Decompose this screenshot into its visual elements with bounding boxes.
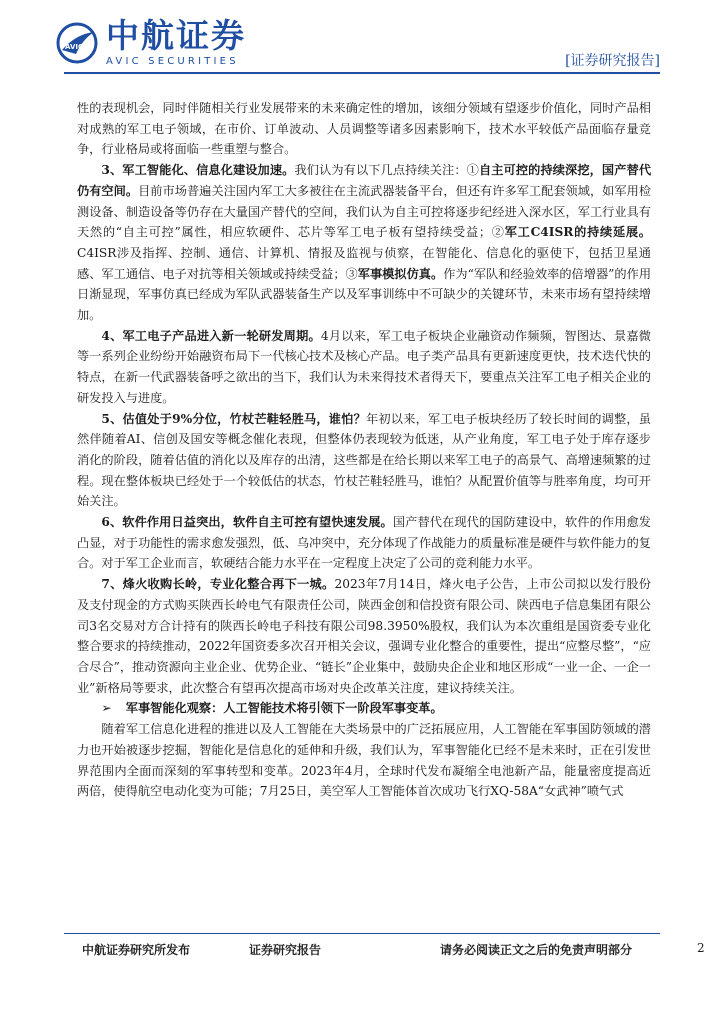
paragraph-item-4 xyxy=(77,326,651,409)
paragraph-continued: 性的表现机会，同时伴随相关行业发展带来的未来确定性的增加，该细分领域有望逐步价值化，同时产品相对成熟的军工电子领域，在市价、订单波动、人员调整等诸多因素影响下，技术水平较低产品面临存量竞争，行业格局或将面临一些重塑与整合。 xyxy=(77,101,651,157)
paragraph-item-7 xyxy=(77,574,651,698)
footer-disclaimer-note: 请务必阅读正文之后的免责声明部分 xyxy=(440,943,633,957)
section-heading-military-ai xyxy=(77,698,651,719)
item-3-point-1: 自主可控的持续深挖，国产替代仍有空间。 xyxy=(77,163,652,198)
section-heading-text: 军事智能化观察：人工智能技术将引领下一阶段军事变革。 xyxy=(125,701,443,716)
item-4-heading: 4、军工电子产品进入新一轮研发周期。 xyxy=(101,328,321,343)
item-6-heading: 6、软件作用日益突出，软件自主可控有望快速发展。 xyxy=(101,515,393,530)
paragraph-item-3 xyxy=(77,160,651,326)
item-7-text: 2023年7月14日，烽火电子公告，上市公司拟以发行股份及支付现金的方式购买陕西长岭电气有限责任公司，陕西金创和信投资有限公司、陕西电子信息集团有限公司3名交易对方合计持有的陕西长岭电子科技有限公司98.3950%股权，我们认为本次重组是国资委专业化整合要求的持续推动，2022年国资委多次召开相关会议，强调专业化整合的重要性，提出“应整尽整”，“应合尽合”，推动资源向主业企业、优势企业、“链长”企业集中，鼓励央企企业和地区形成“一业一企、一企一业”新格局等要求，此次整合有望再次提高市场对央企改革关注度，建议持续关注。 xyxy=(77,577,651,695)
item-3-text-a: 我们认为有以下几点持续关注：① xyxy=(294,163,479,178)
item-3-text-c: 目前市场普遍关注国内军工大多被往在主流武器装备平台，但还有许多军工配套领域，如军用检测设备、制造设备等仍存在大量国产替代的空间，我们认为自主可控将逐步纪经进入深水区，军工行业具有天然的“自主可控”属性，相应软硬件、芯片等军工电子板有望持续受益；② xyxy=(77,183,652,240)
header-divider xyxy=(64,72,660,74)
item-7-heading: 7、烽火收购长岭，专业化整合再下一城。 xyxy=(101,577,335,592)
footer-divider xyxy=(64,933,660,934)
footer-report-type: 证券研究报告 xyxy=(249,943,322,957)
footer-publisher: 中航证券研究所发布 xyxy=(82,943,191,957)
report-type-tag: [证券研究报告] xyxy=(565,53,660,69)
logo-english-name: AVIC SECURITIES xyxy=(106,56,239,67)
paragraph-item-5 xyxy=(77,409,651,513)
item-3-heading: 3、军工智能化、信息化建设加速。 xyxy=(101,163,295,178)
arrow-bullet-icon: ➢ xyxy=(101,701,112,716)
item-5-heading: 5、估值处于9%分位，竹杖芒鞋轻胜马，谁怕？ xyxy=(101,411,366,426)
logo-mark-text: AVIC xyxy=(65,42,84,51)
item-5-text: 年初以来，军工电子板块经历了较长时间的调整，虽然伴随着AI、信创及国安等概念催化表现，但整体仍表现较为低迷，从产业角度，军工电子处于库存逐步消化的阶段，随着估值的消化以及库存的出清，这些都是在给长期以来军工电子的高景气、高增速频繁的过程。现在整体板块已经处于一个较低估的状态，竹杖芒鞋轻胜马，谁怕？从配置价值等与胜率角度，均可开始关注。 xyxy=(77,411,651,509)
item-3-text-d: C4ISR涉及指挥、控制、通信、计算机、情报及监视与侦察，在智能化、信息化的驱使下，包括卫星通感、军工通信、电子对抗等相关领域或持续受益；③ xyxy=(77,245,651,281)
company-logo xyxy=(56,18,246,67)
paragraph-military-ai: 随着军工信息化进程的推进以及人工智能在大类场景中的广泛拓展应用，人工智能在军事国防领域的潜力也开始被逐步挖掘，智能化是信息化的延伸和升级，我们认为，军事智能化已经不是未来时，正在引发世界范围内全面而深刻的军事转型和变革。2023年4月，全球时代发布凝缩全电池新产品，能量密度提高近两倍，使得航空电动化变为可能；7月25日，美空军人工智能体首次成功飞行XQ-58A“女武神”喷气式 xyxy=(77,722,651,799)
item-3-point-3: 军事模拟仿真。 xyxy=(357,266,444,281)
page-footer xyxy=(0,941,724,961)
item-6-text: 国产替代在现代的国防建设中，软件的作用愈发凸显，对于功能性的需求愈发强烈，低、乌冲突中，充分体现了作战能力的质量标准是硬件与软件能力的复合。对于军工企业而言，软硬结合能力水平在一定程度上决定了公司的竞利能力水平。 xyxy=(77,515,651,571)
page-header xyxy=(0,0,724,100)
paragraph-item-6 xyxy=(77,512,651,574)
item-3-point-2: 军工C4ISR的持续延展。 xyxy=(504,225,651,240)
item-3-text-e: 作为“军队和经验效率的倍增器”的作用日渐显现，军事仿真已经成为军队武器装备生产以及军事训练中不可缺少的关键环节，未来市场有望持续增加。 xyxy=(77,266,652,323)
avic-logo-icon xyxy=(56,22,98,64)
document-body xyxy=(77,98,651,802)
logo-chinese-name: 中航证券 xyxy=(106,16,246,55)
page-number: 2 xyxy=(697,941,705,955)
item-4-text: 4月以来，军工电子板块企业融资动作频频，智图达、景嘉微等一系列企业纷纷开始融资布局下一代核心技术及核心产品。电子类产品具有更新速度更快，技术迭代快的特点，在新一代武器装备呼之欲出的当下，我们认为未来得技术者得天下，要重点关注军工电子相关企业的研发投入与进度。 xyxy=(77,328,651,405)
